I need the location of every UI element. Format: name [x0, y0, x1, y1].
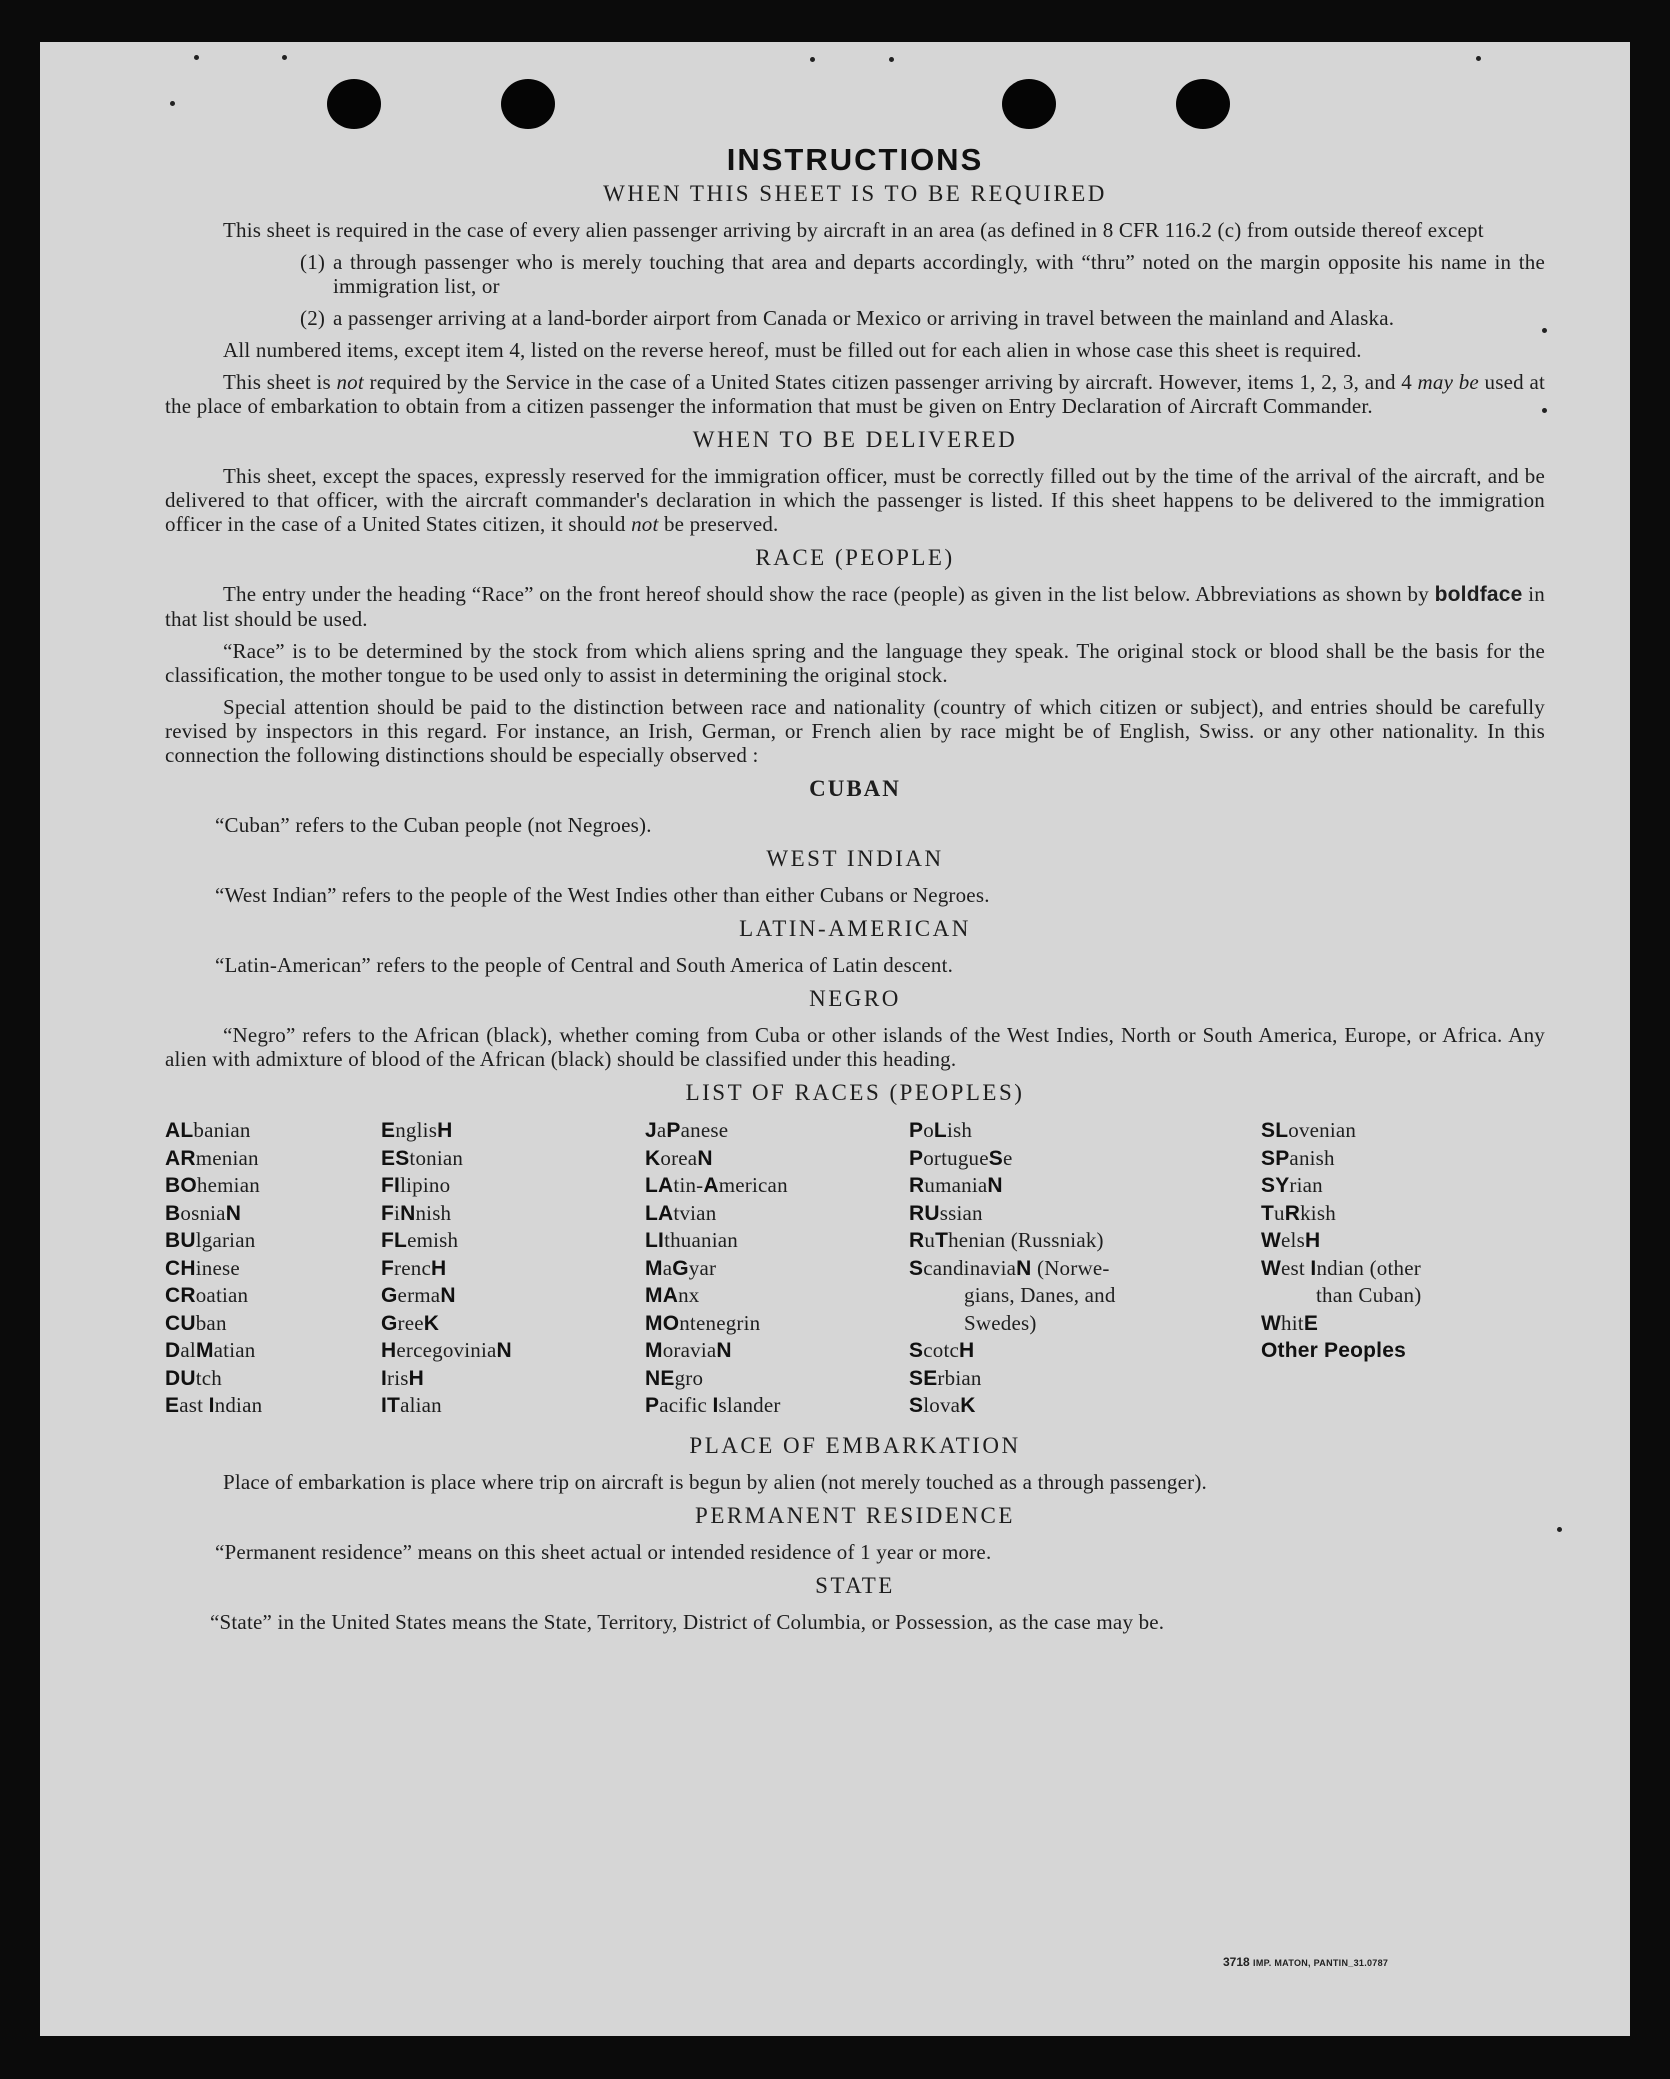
race-entry: ScandinaviaN (Norwe-	[909, 1255, 1110, 1280]
section-heading-delivered: WHEN TO BE DELIVERED	[692, 427, 1018, 452]
race-entry: CHinese	[165, 1255, 240, 1280]
section-heading-cuban: CUBAN	[809, 776, 901, 801]
exception-text: a through passenger who is merely touching that area and departs accordingly, with “thru” noted on the margin opposite his name in the immigration list, or	[333, 250, 1545, 298]
race-entry: FiNnish	[381, 1200, 452, 1225]
section-heading-residence: PERMANENT RESIDENCE	[695, 1502, 1015, 1528]
race-entry: WelsH	[1261, 1228, 1321, 1252]
document-sheet	[40, 42, 1630, 2036]
exception-number: (2)	[300, 306, 326, 330]
race-entry: SlovaK	[909, 1393, 976, 1417]
race-column	[1261, 1117, 1545, 1420]
speck	[889, 57, 894, 62]
race-paragraph-3: Special attention should be paid to the distinction between race and nationality (country of which citizen or subject), and entries should be carefully revised by inspectors in this regard. For instance, an Irish, German, or French alien by race might be of English, Swiss. or any other nationality. In this connection the following distinctions should be especially observed :	[165, 695, 1545, 767]
race-entry: East Indian	[165, 1393, 263, 1417]
negro-definition: “Negro” refers to the African (black), whether coming from Cuba or other islands of the West Indies, North or South America, Europe, or Africa. Any alien with admixture of blood of the African (black) should be classified under this heading.	[165, 1023, 1545, 1071]
race-entry: DUtch	[165, 1365, 222, 1390]
race-entry: LIthuanian	[645, 1228, 738, 1252]
race-entry: DalMatian	[165, 1338, 256, 1362]
race-entry: RuThenian (Russniak)	[909, 1228, 1104, 1252]
exception-item	[165, 250, 1545, 298]
race-entry: WhitE	[1261, 1310, 1319, 1335]
race-column	[165, 1117, 381, 1420]
race-entry: ALbanian	[165, 1118, 251, 1142]
race-entry: ScotcH	[909, 1338, 975, 1362]
race-entry: PortugueSe	[909, 1145, 1013, 1170]
race-entry: SPanish	[1261, 1145, 1335, 1170]
state-definition: “State” in the United States means the State, Territory, District of Columbia, or Possession, as the case may be.	[210, 1609, 1165, 1634]
race-list	[165, 1117, 1545, 1420]
latin-american-definition: “Latin-American” refers to the people of Central and South America of Latin descent.	[215, 953, 954, 977]
section-heading-list-of-races: LIST OF RACES (PEOPLES)	[685, 1080, 1025, 1105]
race-entry: BosniaN	[165, 1200, 242, 1225]
race-entry: SLovenian	[1261, 1118, 1357, 1142]
section-heading-race: RACE (PEOPLE)	[755, 545, 955, 570]
section-heading-negro: NEGRO	[809, 986, 901, 1011]
race-entry: EnglisH	[381, 1118, 453, 1142]
race-entry: Swedes)	[964, 1310, 1037, 1335]
race-entry: CUban	[165, 1310, 227, 1335]
race-paragraph-1: The entry under the heading “Race” on the front hereof should show the race (people) as given in the list below. Abbreviations as shown by boldface in that list should be used.	[165, 582, 1545, 631]
race-entry: Pacific Islander	[645, 1393, 781, 1417]
speck	[1557, 1527, 1562, 1532]
race-entry: HercegoviniaN	[381, 1338, 512, 1362]
race-entry: TuRkish	[1261, 1200, 1336, 1225]
exception-number: (1)	[300, 250, 326, 274]
race-entry: West Indian (other	[1261, 1255, 1421, 1280]
speck	[282, 55, 287, 60]
race-entry: KoreaN	[645, 1145, 713, 1170]
residence-definition: “Permanent residence” means on this sheet actual or intended residence of 1 year or more.	[215, 1539, 992, 1564]
embarkation-paragraph: Place of embarkation is place where trip on aircraft is begun by alien (not merely touched as a through passenger).	[223, 1469, 1207, 1494]
form-code: 3718	[1223, 1955, 1250, 1969]
speck	[194, 55, 199, 60]
exception-text: a passenger arriving at a land-border airport from Canada or Mexico or arriving in travel between the mainland and Alaska.	[333, 306, 1395, 330]
instructions-content	[165, 104, 1545, 1642]
race-entry: MAnx	[645, 1283, 700, 1307]
race-entry: LAtin-American	[645, 1173, 788, 1197]
printer-imprint: IMP. MATON, PANTIN_31.0787	[1253, 1958, 1389, 1968]
race-entry: RumaniaN	[909, 1173, 1003, 1197]
numbered-items-paragraph: All numbered items, except item 4, listed on the reverse hereof, must be filled out for each alien in whose case this sheet is required.	[223, 338, 1362, 362]
race-entry: FrencH	[381, 1255, 447, 1280]
exception-item	[165, 306, 1545, 330]
race-entry: MaGyar	[645, 1255, 717, 1280]
section-heading-embarkation: PLACE OF EMBARKATION	[689, 1432, 1021, 1458]
delivered-paragraph: This sheet, except the spaces, expressly reserved for the immigration officer, must be correctly filled out by the time of the arrival of the aircraft, and be delivered to that officer, with the aircraft commander's declaration in which the passenger is listed. If this sheet happens to be delivered to the immigration officer in the case of a United States citizen, it should not be preserved.	[165, 464, 1545, 536]
race-column	[645, 1117, 909, 1420]
race-entry: GermaN	[381, 1283, 456, 1307]
race-entry: IrisH	[381, 1365, 425, 1390]
race-entry: FLemish	[381, 1228, 459, 1252]
race-entry: FIlipino	[381, 1173, 451, 1197]
section-heading-west-indian: WEST INDIAN	[766, 846, 944, 871]
citizen-paragraph: This sheet is not required by the Service in the case of a United States citizen passenger arriving by aircraft. However, items 1, 2, 3, and 4 may be used at the place of embarkation to obtain from a citizen passenger the information that must be given on Entry Declaration of Aircraft Commander.	[165, 370, 1545, 418]
race-entry: RUssian	[909, 1200, 983, 1225]
race-entry: BOhemian	[165, 1173, 260, 1197]
race-entry: NEgro	[645, 1365, 704, 1390]
race-paragraph-2: “Race” is to be determined by the stock from which aliens spring and the language they speak. The original stock or blood shall be the basis for the classification, the mother tongue to be used only to assist in determining the original stock.	[165, 639, 1545, 687]
race-entry: EStonian	[381, 1145, 464, 1170]
west-indian-definition: “West Indian” refers to the people of the West Indies other than either Cubans or Negroes.	[215, 883, 990, 907]
race-entry: SErbian	[909, 1365, 982, 1390]
race-entry: ITalian	[381, 1393, 442, 1417]
race-entry: SYrian	[1261, 1173, 1323, 1197]
section-heading-latin-american: LATIN-AMERICAN	[739, 916, 971, 941]
race-entry: MOntenegrin	[645, 1310, 761, 1335]
race-entry: GreeK	[381, 1310, 440, 1335]
race-entry: JaPanese	[645, 1118, 729, 1142]
required-intro: This sheet is required in the case of every alien passenger arriving by aircraft in an area (as defined in 8 CFR 116.2 (c) from outside thereof except	[223, 218, 1484, 242]
race-entry: LAtvian	[645, 1200, 717, 1225]
section-heading-state: STATE	[815, 1572, 895, 1598]
section-heading-required: WHEN THIS SHEET IS TO BE REQUIRED	[603, 181, 1107, 206]
race-entry: CRoatian	[165, 1283, 249, 1307]
speck	[1476, 56, 1481, 61]
race-column	[381, 1117, 645, 1420]
race-entry: than Cuban)	[1316, 1283, 1422, 1307]
race-entry: ARmenian	[165, 1145, 259, 1170]
race-column	[909, 1117, 1261, 1420]
race-entry: BUlgarian	[165, 1228, 256, 1252]
print-imprint	[1223, 1955, 1388, 1969]
race-entry: PoLish	[909, 1118, 973, 1142]
race-entry: Other Peoples	[1261, 1339, 1406, 1362]
page-title: INSTRUCTIONS	[726, 142, 984, 177]
race-entry: gians, Danes, and	[964, 1283, 1116, 1307]
cuban-definition: “Cuban” refers to the Cuban people (not Negroes).	[215, 813, 652, 837]
race-entry: MoraviaN	[645, 1338, 732, 1362]
speck	[810, 57, 815, 62]
